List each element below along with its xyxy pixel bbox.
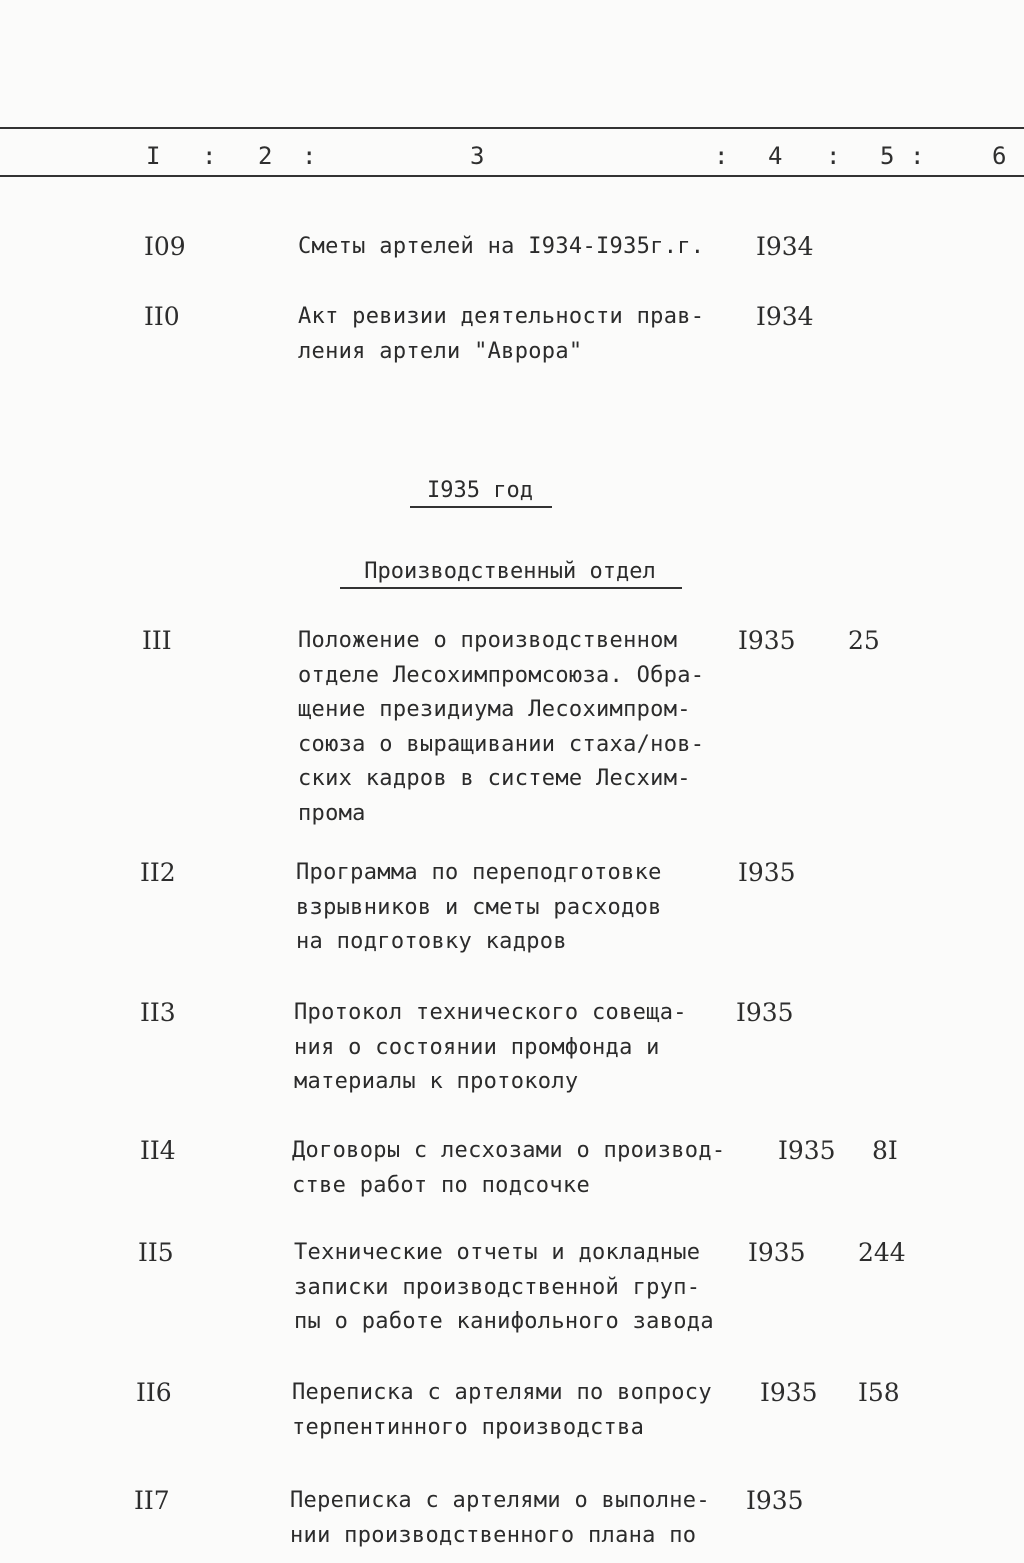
record-year: I935	[736, 998, 794, 1027]
record-year: I934	[756, 232, 814, 261]
record-pages: 25	[848, 626, 880, 655]
record-title: Сметы артелей на I934-I935г.г.	[298, 234, 705, 259]
record-number: II0	[144, 302, 180, 331]
year-heading	[380, 476, 580, 506]
record-title: Программа по переподготовке взрывников и сметы расходов на подготовку кадров	[296, 860, 662, 954]
record-year: I935	[738, 858, 796, 887]
year-heading-underline	[410, 506, 552, 508]
column-separator: :	[910, 142, 925, 170]
column-header-1: I	[146, 142, 161, 170]
record-number: II2	[140, 858, 176, 887]
record-number: II3	[140, 998, 176, 1027]
record-title: Акт ревизии деятельности прав- ления артели "Аврора"	[298, 304, 705, 364]
record-year: I935	[746, 1486, 804, 1515]
department-heading	[320, 557, 700, 587]
record-title: Протокол технического совеща- ния о состоянии промфонда и материалы к протоколу	[294, 1000, 687, 1094]
department-heading-underline	[340, 587, 682, 589]
year-heading-text: I935 год	[427, 478, 533, 503]
record-number: II5	[138, 1238, 174, 1267]
record-year: I935	[778, 1136, 836, 1165]
record-year: I934	[756, 302, 814, 331]
record-pages: 8I	[872, 1136, 898, 1165]
header-top-rule	[0, 127, 1024, 129]
header-bottom-rule	[0, 175, 1024, 177]
column-header-4: 4	[768, 142, 783, 170]
record-pages: 244	[858, 1238, 906, 1267]
column-separator: :	[302, 142, 317, 170]
record-title: Переписка с артелями по вопросу терпентинного производства	[292, 1380, 712, 1440]
record-year: I935	[748, 1238, 806, 1267]
record-title: Переписка с артелями о выполне- нии производственного плана по	[290, 1488, 710, 1548]
record-number: I09	[144, 232, 186, 261]
column-header-3: 3	[470, 142, 485, 170]
column-header-2: 2	[258, 142, 273, 170]
column-separator: :	[202, 142, 217, 170]
column-separator: :	[714, 142, 729, 170]
department-heading-text: Производственный отдел	[364, 559, 656, 584]
record-title: Договоры с лесхозами о производ- стве работ по подсочке	[292, 1138, 726, 1198]
record-number: II7	[134, 1486, 170, 1515]
record-title: Технические отчеты и докладные записки производственной груп- пы о работе канифольного завода	[294, 1240, 714, 1334]
record-pages: I58	[858, 1378, 900, 1407]
record-number: III	[142, 626, 172, 655]
record-number: II6	[136, 1378, 172, 1407]
column-separator: :	[826, 142, 841, 170]
record-year: I935	[738, 626, 796, 655]
record-year: I935	[760, 1378, 818, 1407]
record-number: II4	[140, 1136, 176, 1165]
record-title: Положение о производственном отделе Лесохимпромсоюза. Обра- щение президиума Лесохимпром- союза о выращивании стаха/нов- ских кадров в системе Лесхим- прома	[298, 628, 705, 826]
column-header-5: 5	[880, 142, 895, 170]
column-header-6: 6	[992, 142, 1007, 170]
